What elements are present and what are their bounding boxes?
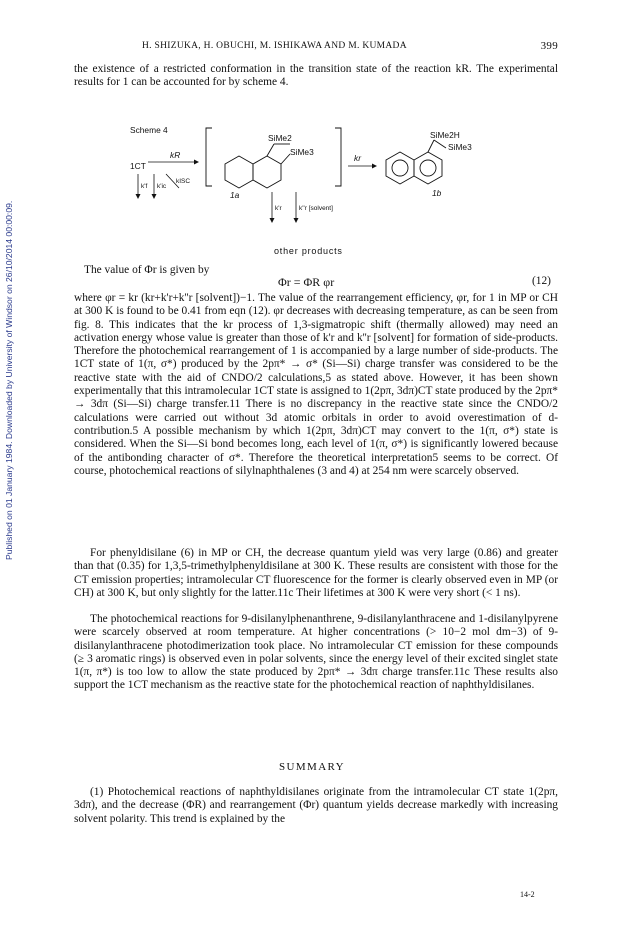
kic-arrowhead	[152, 194, 157, 199]
kr-prime-arrowhead	[270, 218, 275, 223]
equation-number: (12)	[532, 275, 551, 287]
kr-prime-label: k'r	[275, 205, 282, 212]
intermediate-label: 1a	[230, 190, 240, 200]
body-paragraph-1: where φr = kr (kr+k'r+k''r [solvent])−1. The value of the rearrangement efficiency, φr, for 1 in MP or CH at 300 K is found to be 0.41 from eqn (12). φr decreases with decreasing temperature, as can be seen from fig. 8. This indicates that the kr process of 1,3-sigmatropic shift (thermally allowed) may need an activation energy whose value is greater than those of k'r and k''r [solvent] for formation of side-products. Therefore the photochemical rearrangement of 1 is accompanied by a large number of side-products. The 1CT state of 1(π, σ*) produced by the 2pπ* → σ* (Si—Si) charge transfer was considered to be the reactive state with the aid of CNDO/2 calculations,5 as stated above. However, it has been shown experimentally that this intramolecular 1CT state is assigned to 1(2pπ, 3dπ)CT state produced by the 2pπ* → 3dπ (Si—Si) charge transfer.11 There is no discrepancy in the reactive state since the CNDO/2 calculations were carried out without 3d atomic orbitals in order to avoid overestimation of d-contribution.5 A possible mechanism by which 1(2pπ, 3dπ)CT may convert to the 1(π, σ*) state is considered. When the Si—Si bond becomes long, each level of 1(π, σ*) is significantly lowered because of the antibonding character of σ*. Therefore the theoretical interpretation5 seems to be correct. Of course, photochemical reactions of silylnaphthalenes (3 and 4) at 254 nm were scarcely observed.	[74, 292, 558, 477]
footer-code: 14-2	[520, 890, 535, 899]
summary-heading: SUMMARY	[278, 761, 346, 773]
other-products-label: other products	[274, 246, 343, 256]
left-bracket	[206, 128, 212, 186]
kR-arrowhead	[194, 160, 199, 165]
right-bracket	[335, 128, 341, 186]
intermediate-sime2: SiMe2	[268, 133, 292, 143]
download-watermark: Published on 01 January 1984. Downloaded by University of Windsor on 26/10/2014 00:00:09.	[4, 200, 14, 560]
product-label: 1b	[432, 188, 442, 198]
kic-label: k'ic	[157, 183, 167, 190]
equation-12: Φr = ΦR φr	[278, 275, 335, 289]
kisc-label: kISC	[176, 178, 191, 185]
scheme-diagram	[130, 122, 510, 254]
body-paragraph-3: The photochemical reactions for 9-disilanylphenanthrene, 9-disilanylanthracene and 1-disilanylpyrene were scarcely observed at room temperature. At higher concentrations (> 10−2 mol dm−3) of 9-disilanylanthracene photodimerization took place. No intramolecular CT emission for these compounds (≥ 3 aromatic rings) is observed even in polar solvents, since the energy level of their excited singlet state 1(π, π*) is too low to allow the state produced by 2pπ* → 3dπ charge transfer.11c These results also support the 1CT mechanism as the reactive state for the photochemical reaction of naphthyldisilanes.	[74, 613, 558, 692]
page-number: 399	[540, 40, 558, 52]
product-structure	[386, 140, 446, 184]
intermediate-sime3: SiMe3	[290, 147, 314, 157]
running-title: H. SHIZUKA, H. OBUCHI, M. ISHIKAWA AND M. KUMADA	[142, 41, 407, 51]
reaction-scheme	[130, 122, 510, 254]
kf-label: k'f	[141, 183, 148, 190]
kR-label: kR	[170, 150, 181, 160]
kr-solvent-arrowhead	[294, 218, 299, 223]
kr-solvent-label: k''r [solvent]	[299, 205, 333, 212]
equation-intro: The value of Φr is given by	[84, 264, 210, 276]
product-sime3: SiMe3	[448, 142, 472, 152]
running-header	[74, 40, 558, 54]
body-paragraph-2: For phenyldisilane (6) in MP or CH, the decrease quantum yield was very large (0.86) and greater than that (0.35) for 1,3,5-trimethylphenyldisilane at 300 K. These results are consistent with those for the CT emission properties; intramolecular CT fluorescence for the former is clearly observed even in MP (or CH) at 300 K, but only slightly for the latter.11c Their lifetimes at 300 K were very short (< 1 ns).	[74, 547, 558, 599]
kr-arrowhead	[372, 164, 377, 169]
kr-label: kr	[354, 153, 361, 163]
intermediate-structure	[225, 144, 290, 188]
intro-paragraph: the existence of a restricted conformation in the transition state of the reaction kR. The experimental results for 1 can be accounted for by scheme 4.	[74, 63, 558, 89]
product-sime2h: SiMe2H	[430, 130, 460, 140]
ct-state-label: 1CT	[130, 161, 146, 171]
scheme-label: Scheme 4	[130, 125, 168, 135]
kf-arrowhead	[136, 194, 141, 199]
summary-paragraph: (1) Photochemical reactions of naphthyldisilanes originate from the intramolecular CT state 1(2pπ, 3dπ), and the decrease (ΦR) and rearrangement (Φr) quantum yields decrease markedly with increasing solvent polarity. This trend is explained by the	[74, 786, 558, 825]
